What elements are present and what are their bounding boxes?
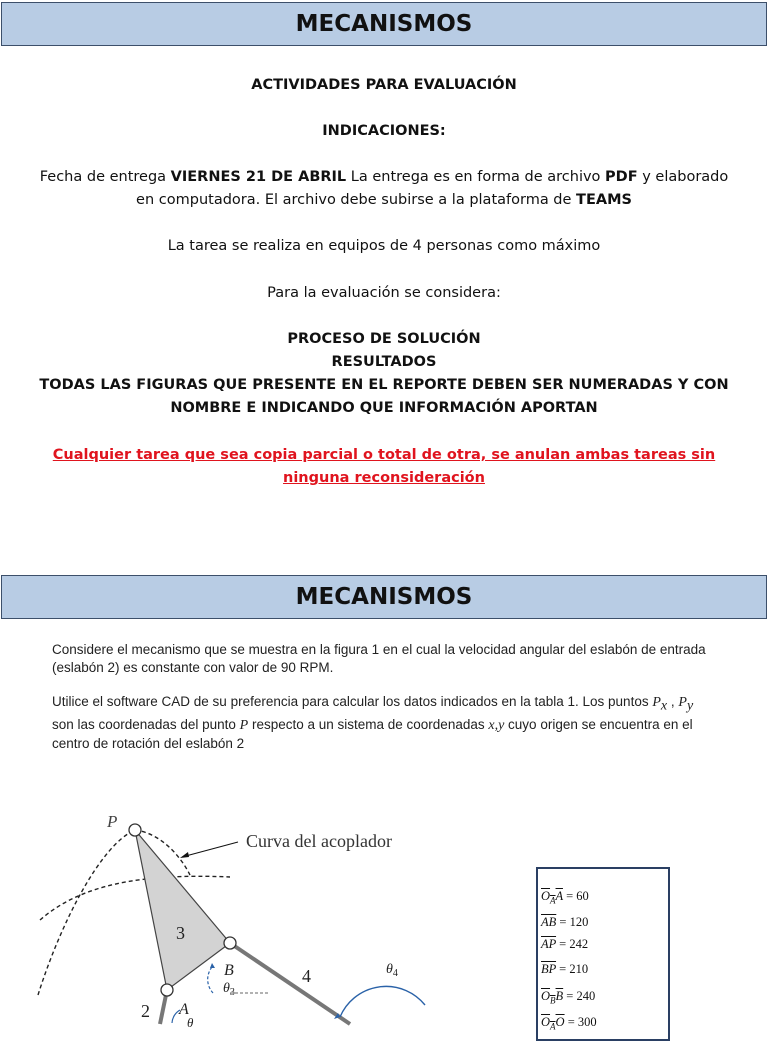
delivery-text-3: y elaborado en computadora. El archivo debe subirse a la plataforma de — [136, 169, 729, 208]
xy-symbol: x,y — [488, 717, 505, 733]
dim-lhs: $\overline{BP}$ — [541, 962, 557, 976]
delivery-date: VIERNES 21 DE ABRIL — [170, 169, 347, 185]
dim-lhs: $O_BB$ — [541, 989, 564, 1006]
table-row — [538, 915, 667, 930]
curve-label-arrow — [182, 842, 238, 857]
delivery-format: PDF — [605, 169, 638, 185]
slide-title-banner — [1, 2, 767, 46]
indications-heading: INDICACIONES: — [322, 123, 446, 139]
dim-value: = 120 — [559, 915, 589, 929]
dimension-table — [536, 867, 670, 1041]
cad-comma: , — [667, 694, 679, 709]
label-link-4: 4 — [302, 966, 311, 986]
cad-instructions — [52, 693, 712, 753]
plagiarism-warning: Cualquier tarea que sea copia parcial o total de otra, se anulan ambas tareas sin ninguna reconsideración — [52, 447, 716, 486]
cad-text-c: respecto a un sistema de coordenadas — [248, 716, 489, 732]
coupler-curve-left — [38, 830, 135, 995]
label-a: A — [179, 1001, 189, 1018]
label-theta4: $\theta_4$ — [386, 962, 398, 979]
joint-p — [129, 824, 141, 836]
cad-text-a: Utilice el software CAD de su preferencia para calcular los datos indicados en la tabla 1. Los puntos — [52, 694, 653, 709]
dim-value: = 210 — [559, 962, 589, 976]
label-curve: Curva del acoplador — [246, 831, 392, 851]
slide-title: MECANISMOS — [295, 11, 473, 37]
dim-lhs: $O_AA$ — [541, 889, 563, 906]
theta3-arc — [208, 967, 213, 993]
dim-value: = 240 — [566, 989, 596, 1003]
joint-a — [161, 984, 173, 996]
px-subscript: x — [660, 698, 668, 714]
dim-lhs: $\overline{AP}$ — [541, 937, 557, 951]
table-row — [538, 889, 667, 906]
curve-label-arrowhead — [180, 852, 189, 858]
py-subscript: y — [686, 698, 694, 714]
label-link-2: 2 — [141, 1001, 150, 1021]
criteria-item: RESULTADOS — [331, 354, 437, 370]
evaluation-line: Para la evaluación se considera: — [267, 285, 501, 301]
four-bar-mechanism-figure — [0, 805, 520, 1030]
cad-text-b: son las coordenadas del punto — [52, 716, 240, 732]
label-link-3: 3 — [176, 923, 185, 943]
p-symbol: P — [239, 717, 249, 733]
theta4-arc — [340, 986, 425, 1017]
table-row — [538, 989, 667, 1006]
dim-value: = 60 — [566, 889, 589, 903]
table-row — [538, 937, 667, 952]
theta3-arrowhead — [210, 963, 215, 968]
slide-title: MECANISMOS — [295, 584, 473, 610]
activities-heading: ACTIVIDADES PARA EVALUACIÓN — [251, 77, 517, 93]
label-b: B — [224, 962, 234, 979]
dim-lhs: $O_AO$ — [541, 1015, 565, 1032]
label-theta2: θ — [187, 1015, 194, 1030]
slide-problem — [0, 575, 768, 1032]
table-row — [538, 1015, 667, 1032]
criteria-item: PROCESO DE SOLUCIÓN — [287, 331, 481, 347]
team-size-line: La tarea se realiza en equipos de 4 personas como máximo — [167, 238, 601, 254]
joint-b — [224, 937, 236, 949]
dim-lhs: $\overline{AB}$ — [541, 915, 557, 929]
dim-value: = 242 — [559, 937, 589, 951]
coupler-link-3 — [135, 830, 230, 990]
label-theta3: $\theta_3$ — [223, 981, 235, 998]
problem-statement: Considere el mecanismo que se muestra en la figura 1 en el cual la velocidad angular del eslabón de entrada (eslabón 2) es constante con valor de 90 RPM. — [52, 642, 706, 675]
table-row — [538, 962, 667, 977]
delivery-paragraph — [30, 166, 738, 212]
rocker-link-4 — [230, 943, 350, 1024]
px-symbol: P — [652, 695, 661, 710]
dim-value: = 300 — [567, 1015, 597, 1029]
delivery-platform: TEAMS — [576, 192, 632, 208]
py-symbol: P — [678, 695, 687, 710]
delivery-text-1: Fecha de entrega — [39, 169, 171, 185]
slide-title-banner — [1, 575, 767, 619]
cad-text-d: cuyo origen se encuentra en el centro de rotación del eslabón 2 — [52, 716, 693, 751]
delivery-text-2: La entrega es en forma de archivo — [346, 169, 606, 185]
criteria-item: TODAS LAS FIGURAS QUE PRESENTE EN EL REPORTE DEBEN SER NUMERADAS Y CON NOMBRE E INDICANDO QUE INFORMACIÓN APORTAN — [39, 377, 729, 416]
label-p: P — [107, 812, 118, 831]
